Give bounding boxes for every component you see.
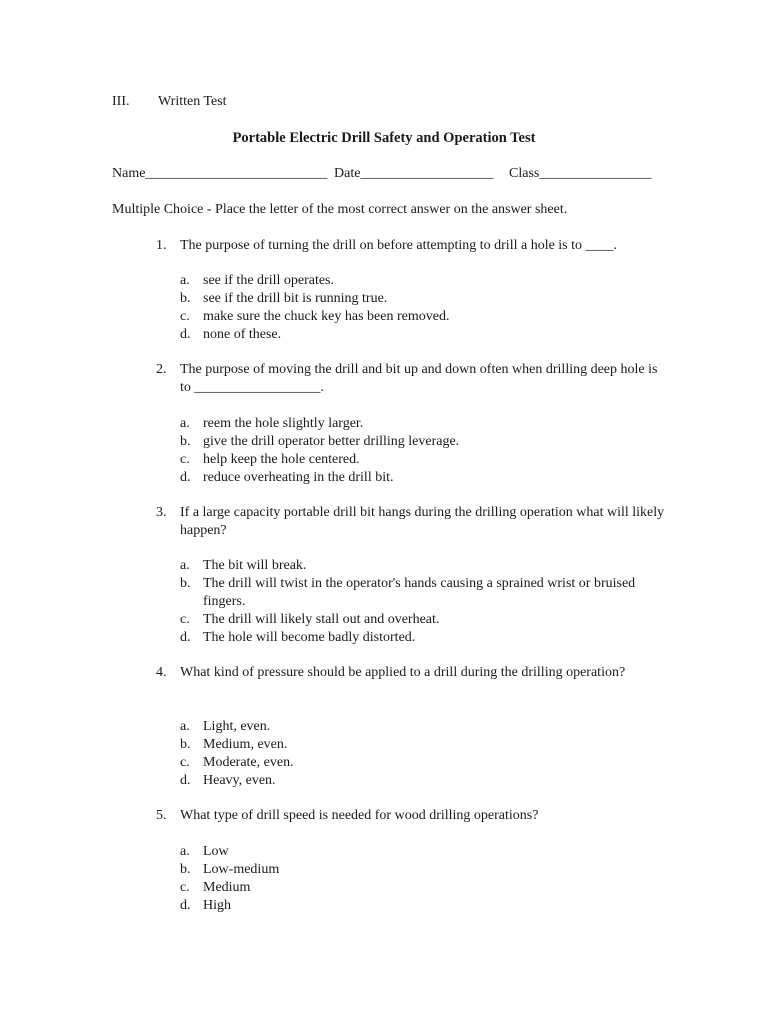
question-number: 2. (156, 362, 167, 377)
option-letter: c. (180, 309, 190, 324)
option-a (180, 415, 363, 433)
option-letter: d. (180, 898, 191, 913)
option-letter: c. (180, 452, 190, 467)
option-text: Heavy, even. (203, 773, 276, 788)
option-b (180, 433, 459, 451)
question-number: 1. (156, 238, 167, 253)
option-d (180, 897, 231, 915)
option-c (180, 754, 294, 772)
option-c (180, 611, 439, 629)
option-letter: c. (180, 880, 190, 895)
option-b (180, 861, 279, 879)
option-text: help keep the hole centered. (203, 452, 360, 467)
option-a (180, 718, 270, 736)
option-text: make sure the chuck key has been removed. (203, 309, 450, 324)
option-text: see if the drill operates. (203, 273, 335, 288)
question-text: What kind of pressure should be applied to a drill during the drilling operation? (180, 665, 626, 680)
question-text: If a large capacity portable drill bit hangs during the drilling operation what will likely happen? (180, 505, 665, 538)
option-text: The hole will become badly distorted. (203, 630, 416, 645)
option-a (180, 557, 306, 575)
option-text: Low-medium (203, 862, 280, 877)
name-field: Name__________________________ (112, 166, 328, 181)
option-c (180, 308, 449, 326)
option-text: Low (203, 844, 229, 859)
option-letter: d. (180, 630, 191, 645)
option-c (180, 879, 250, 897)
option-text: The bit will break. (203, 558, 307, 573)
option-text: The drill will likely stall out and overheat. (203, 612, 440, 627)
question-text: What type of drill speed is needed for wood drilling operations? (180, 808, 539, 823)
option-text: none of these. (203, 327, 282, 342)
question-number: 4. (156, 665, 167, 680)
option-letter: a. (180, 558, 190, 573)
option-c (180, 451, 360, 469)
option-text: give the drill operator better drilling leverage. (203, 434, 460, 449)
option-text: Medium (203, 880, 251, 895)
option-letter: a. (180, 844, 190, 859)
option-letter: d. (180, 327, 191, 342)
option-a (180, 843, 229, 861)
question-text: The purpose of moving the drill and bit up and down often when drilling deep hole is to __________________. (180, 362, 658, 395)
option-letter: a. (180, 416, 190, 431)
option-letter: c. (180, 755, 190, 770)
option-text: reem the hole slightly larger. (203, 416, 364, 431)
date-field: Date___________________ (334, 166, 494, 181)
option-letter: b. (180, 737, 191, 752)
option-text: High (203, 898, 231, 913)
option-d (180, 469, 394, 487)
instructions: Multiple Choice - Place the letter of the most correct answer on the answer sheet. (112, 202, 568, 217)
option-letter: a. (180, 273, 190, 288)
option-text: The drill will twist in the operator's hands causing a sprained wrist or bruised fingers. (203, 576, 636, 609)
option-letter: b. (180, 291, 191, 306)
option-letter: a. (180, 719, 190, 734)
option-d (180, 772, 276, 790)
option-d (180, 629, 415, 647)
option-text: reduce overheating in the drill bit. (203, 470, 394, 485)
option-letter: b. (180, 862, 191, 877)
option-text: Medium, even. (203, 737, 288, 752)
option-text: Moderate, even. (203, 755, 294, 770)
option-b (180, 575, 640, 611)
option-letter: b. (180, 576, 191, 591)
option-b (180, 290, 387, 308)
option-b (180, 736, 287, 754)
test-title: Portable Electric Drill Safety and Operation Test (232, 130, 536, 146)
question-number: 5. (156, 808, 167, 823)
section-label: Written Test (158, 94, 227, 109)
option-letter: c. (180, 612, 190, 627)
option-letter: b. (180, 434, 191, 449)
option-letter: d. (180, 470, 191, 485)
option-letter: d. (180, 773, 191, 788)
question-text: The purpose of turning the drill on before attempting to drill a hole is to ____. (180, 238, 618, 253)
question-number: 3. (156, 505, 167, 520)
option-text: Light, even. (203, 719, 271, 734)
section-numeral: III. (112, 94, 130, 109)
option-d (180, 326, 281, 344)
option-text: see if the drill bit is running true. (203, 291, 388, 306)
class-field: Class________________ (509, 166, 652, 181)
option-a (180, 272, 334, 290)
